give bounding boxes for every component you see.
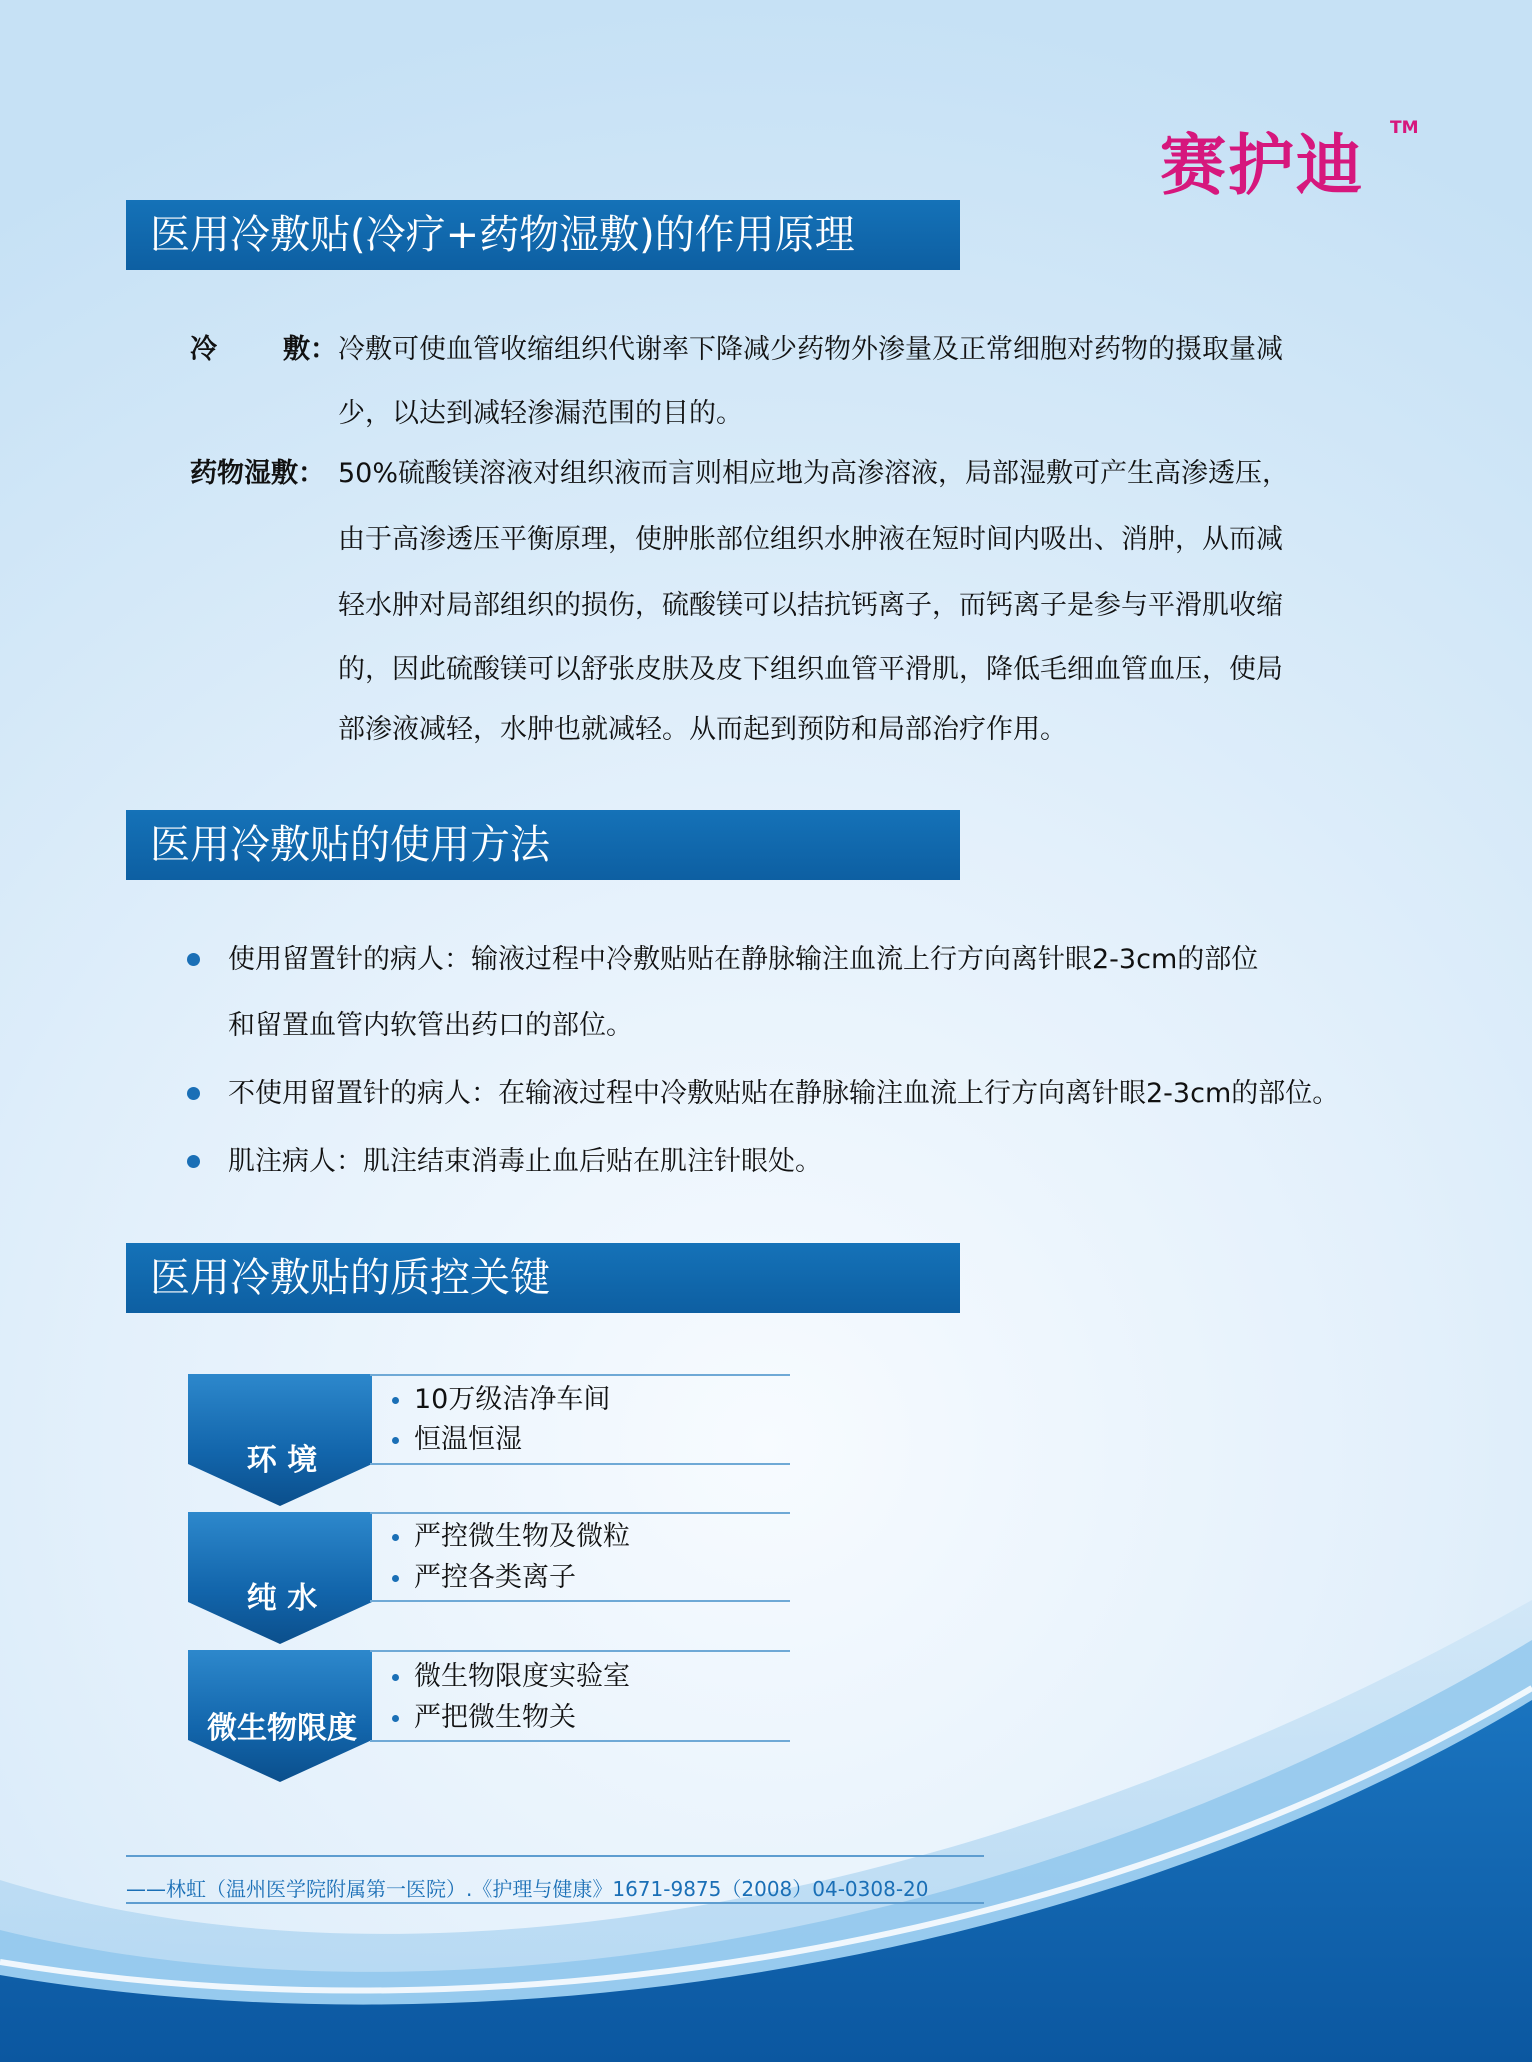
qc-bullet — [392, 1397, 399, 1404]
qc-bullet — [392, 1437, 399, 1444]
usage-item-3: 肌注病人：肌注结束消毒止血后贴在肌注针眼处。 — [228, 1146, 822, 1177]
qc-item: 10万级洁净车间 — [414, 1384, 611, 1415]
qc-bullet — [392, 1715, 399, 1722]
term-cold-a: 冷 — [190, 334, 217, 365]
qc-divider — [370, 1512, 790, 1514]
qc-item: 严控微生物及微粒 — [414, 1521, 630, 1552]
drug-line-3: 轻水肿对局部组织的损伤，硫酸镁可以拮抗钙离子，而钙离子是参与平滑肌收缩 — [338, 590, 1283, 621]
qc-label-environment: 环 境 — [246, 1443, 318, 1478]
qc-bullet — [392, 1534, 399, 1541]
brand-logo: 赛护迪 — [1160, 127, 1364, 204]
drug-line-4: 的，因此硫酸镁可以舒张皮肤及皮下组织血管平滑肌，降低毛细血管血压，使局 — [338, 654, 1283, 685]
citation: ——林虹（温州医学院附属第一医院）.《护理与健康》1671-9875（2008）04-0308-20 — [126, 1877, 929, 1901]
bullet-dot — [187, 1155, 200, 1168]
section-title-principle: 医用冷敷贴(冷疗+药物湿敷)的作用原理 — [126, 200, 960, 270]
cold-line-2: 少，以达到减轻渗漏范围的目的。 — [338, 398, 743, 429]
qc-label-pure-water: 纯 水 — [246, 1581, 318, 1616]
term-cold-b: 敷： — [283, 334, 337, 365]
citation-rule-top — [126, 1855, 984, 1857]
qc-bullet — [392, 1575, 399, 1582]
trademark-mark: TM — [1390, 118, 1419, 138]
term-drug: 药物湿敷： — [190, 458, 325, 489]
qc-divider — [370, 1600, 790, 1602]
qc-divider — [370, 1740, 790, 1742]
qc-divider — [370, 1650, 790, 1652]
drug-line-5: 部渗液减轻，水肿也就减轻。从而起到预防和局部治疗作用。 — [338, 714, 1067, 745]
citation-rule-bottom — [126, 1902, 984, 1904]
qc-item: 严控各类离子 — [414, 1562, 576, 1593]
qc-item: 微生物限度实验室 — [414, 1661, 630, 1692]
qc-item: 严把微生物关 — [414, 1702, 576, 1733]
usage-item-1-line-2: 和留置血管内软管出药口的部位。 — [228, 1010, 633, 1041]
usage-item-2: 不使用留置针的病人：在输液过程中冷敷贴贴在静脉输注血流上行方向离针眼2-3cm的部位。 — [228, 1078, 1340, 1109]
section-title-quality: 医用冷敷贴的质控关键 — [126, 1243, 960, 1313]
drug-line-2: 由于高渗透压平衡原理，使肿胀部位组织水肿液在短时间内吸出、消肿，从而减 — [338, 524, 1283, 555]
cold-line-1: 冷敷可使血管收缩组织代谢率下降减少药物外渗量及正常细胞对药物的摄取量减 — [338, 334, 1283, 365]
section-title-usage: 医用冷敷贴的使用方法 — [126, 810, 960, 880]
drug-line-1: 50%硫酸镁溶液对组织液而言则相应地为高渗溶液，局部湿敷可产生高渗透压， — [338, 458, 1290, 489]
usage-item-1-line-1: 使用留置针的病人：输液过程中冷敷贴贴在静脉输注血流上行方向离针眼2-3cm的部位 — [228, 944, 1259, 975]
qc-item: 恒温恒湿 — [414, 1424, 522, 1455]
qc-divider — [370, 1463, 790, 1465]
qc-bullet — [392, 1674, 399, 1681]
qc-label-microbial: 微生物限度 — [207, 1711, 357, 1746]
qc-divider — [370, 1374, 790, 1376]
bullet-dot — [187, 1087, 200, 1100]
bullet-dot — [187, 953, 200, 966]
